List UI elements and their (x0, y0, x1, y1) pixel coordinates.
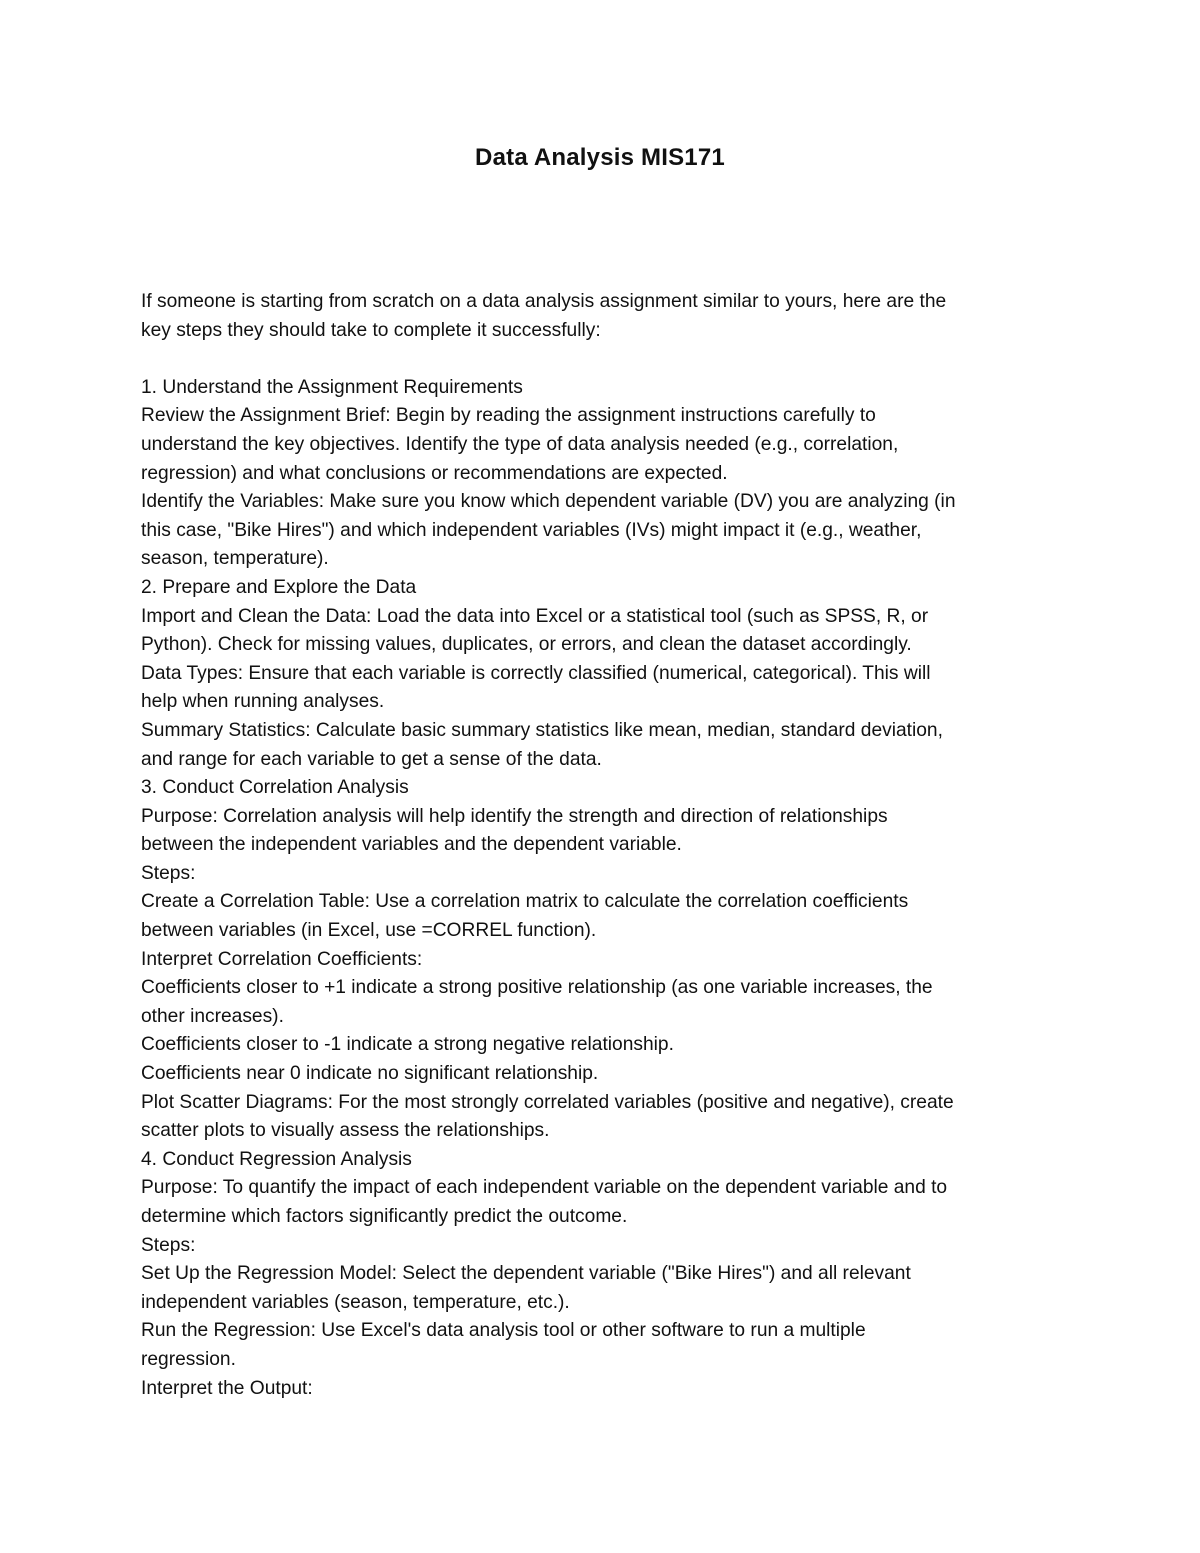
text-line: Interpret Correlation Coefficients: (141, 948, 423, 970)
document-body (141, 288, 1071, 1403)
text-line: this case, "Bike Hires") and which independent variables (IVs) might impact it (e.g., weather, (141, 519, 922, 541)
text-line: between variables (in Excel, use =CORREL function). (141, 920, 597, 942)
text-line: Coefficients closer to -1 indicate a strong negative relationship. (141, 1034, 674, 1056)
text-line: 1. Understand the Assignment Requirements (141, 376, 523, 398)
text-line: Data Types: Ensure that each variable is correctly classified (numerical, categorical). This will (141, 662, 931, 684)
paragraph-gap (141, 345, 1071, 374)
text-line: Python). Check for missing values, duplicates, or errors, and clean the dataset accordingly. (141, 634, 912, 656)
text-line: help when running analyses. (141, 691, 385, 713)
text-line: Coefficients near 0 indicate no significant relationship. (141, 1063, 599, 1085)
text-line: Purpose: To quantify the impact of each independent variable on the dependent variable and to (141, 1177, 948, 1199)
text-line: 2. Prepare and Explore the Data (141, 576, 417, 598)
text-line: 4. Conduct Regression Analysis (141, 1148, 412, 1170)
text-line: season, temperature). (141, 548, 329, 570)
text-line: Review the Assignment Brief: Begin by reading the assignment instructions carefully to (141, 405, 876, 427)
text-line: between the independent variables and the dependent variable. (141, 834, 682, 856)
text-line: Plot Scatter Diagrams: For the most strongly correlated variables (positive and negative), create (141, 1091, 954, 1113)
text-line: scatter plots to visually assess the relationships. (141, 1120, 550, 1142)
text-line: other increases). (141, 1005, 284, 1027)
text-line: regression. (141, 1348, 236, 1370)
text-line: If someone is starting from scratch on a data analysis assignment similar to yours, here are the (141, 291, 947, 312)
text-line: Interpret the Output: (141, 1377, 313, 1399)
text-line: Purpose: Correlation analysis will help identify the strength and direction of relationships (141, 805, 888, 827)
text-line: independent variables (season, temperature, etc.). (141, 1291, 570, 1313)
text-line: Steps: (141, 1234, 196, 1256)
text-line: Identify the Variables: Make sure you know which dependent variable (DV) you are analyzing (in (141, 491, 956, 513)
text-line: Coefficients closer to +1 indicate a strong positive relationship (as one variable increases, the (141, 977, 933, 999)
text-line: key steps they should take to complete it successfully: (141, 319, 601, 341)
text-line: Run the Regression: Use Excel's data analysis tool or other software to run a multiple (141, 1320, 866, 1342)
text-line: Import and Clean the Data: Load the data into Excel or a statistical tool (such as SPSS, R, or (141, 605, 929, 627)
text-line: Summary Statistics: Calculate basic summary statistics like mean, median, standard deviation, (141, 719, 943, 741)
text-line: regression) and what conclusions or recommendations are expected. (141, 462, 728, 484)
document-title: Data Analysis MIS171 (475, 144, 725, 171)
text-line: Steps: (141, 862, 196, 884)
text-line: understand the key objectives. Identify the type of data analysis needed (e.g., correlation, (141, 433, 899, 455)
text-line: 3. Conduct Correlation Analysis (141, 777, 409, 799)
text-line: and range for each variable to get a sense of the data. (141, 748, 602, 770)
text-line: determine which factors significantly predict the outcome. (141, 1206, 628, 1227)
text-line: Create a Correlation Table: Use a correlation matrix to calculate the correlation coefficients (141, 891, 909, 913)
intro-paragraph (141, 288, 1071, 345)
body-lines (141, 374, 1071, 1403)
text-line: Set Up the Regression Model: Select the dependent variable ("Bike Hires") and all relevant (141, 1263, 911, 1285)
